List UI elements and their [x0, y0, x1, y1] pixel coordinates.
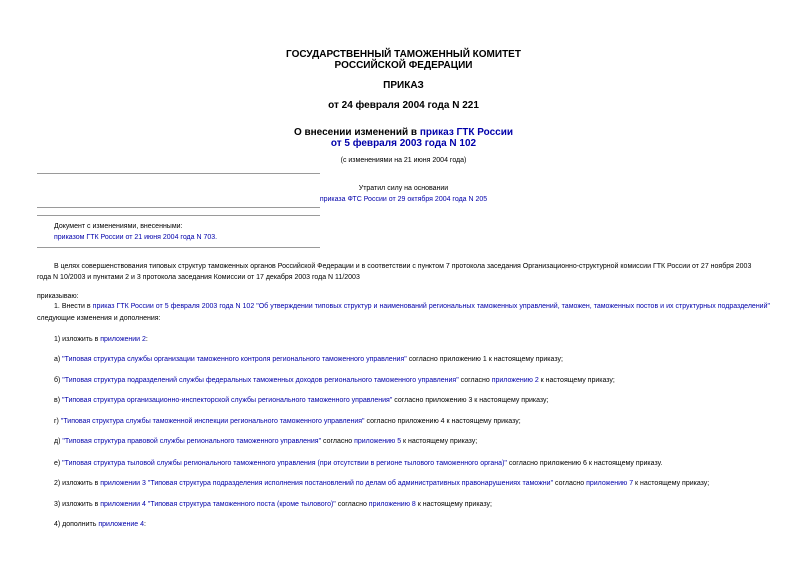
item-1 — [54, 335, 148, 344]
changes-box-text: Документ с изменениями, внесенными: — [54, 223, 183, 230]
doc-type: ПРИКАЗ — [383, 80, 424, 91]
subitem-a-link[interactable]: "Типовая структура службы организации таможенного контроля регионального таможенного управления" — [62, 356, 407, 363]
subitem-d-link[interactable]: "Типовая структура правовой службы регионального таможенного управления" — [62, 438, 322, 445]
changes-box-link[interactable]: приказом ГТК России от 21 июня 2004 года N 703. — [54, 234, 218, 241]
void-note-link[interactable]: приказа ФТС России от 29 октября 2004 года N 205 — [319, 196, 488, 203]
item-3-structure-link[interactable]: "Типовая структура таможенного поста (кроме тылового)" — [147, 501, 336, 508]
item-4 — [54, 520, 146, 529]
subitem-b-suffix: к настоящему приказу; — [538, 377, 615, 384]
subitem-v-link[interactable]: "Типовая структура организационно-инспекторской службы регионального таможенного управления" — [62, 397, 393, 404]
subitem-g-prefix: г) — [54, 418, 61, 425]
subitem-b-prefix: б) — [54, 377, 63, 384]
subitem-d-mid: согласно — [321, 438, 355, 445]
item-1-suffix: : — [145, 336, 148, 343]
item-3-prefix: 3) изложить в — [54, 501, 101, 508]
annex-7-link[interactable]: приложению 7 — [586, 480, 634, 487]
doc-title-prefix: О внесении изменений в — [293, 127, 420, 138]
item-2-structure-link[interactable]: "Типовая структура подразделения исполнения постановлений по делам об административных правонарушениях таможни" — [147, 480, 554, 487]
subitem-a-prefix: а) — [54, 356, 63, 363]
item-3 — [54, 500, 492, 509]
paragraph-1 — [37, 301, 770, 325]
void-note-text: Утратил силу на основании — [358, 185, 449, 192]
order-102-link[interactable]: приказ ГТК России от 5 февраля 2003 года N 102 "Об утверждении типовых структур и наименований региональных таможенных управлений, таможен, таможенных постов и их структурных подразделений" — [92, 303, 770, 310]
subitem-b-link[interactable]: "Типовая структура подразделений службы федеральных таможенных доходов регионального таможенного управления" — [62, 377, 459, 384]
title-link-date[interactable]: от 5 февраля 2003 года N 102 — [330, 138, 477, 149]
subitem-a — [54, 355, 563, 364]
annex-2-link[interactable]: приложению 2 — [491, 377, 539, 384]
item-2 — [54, 479, 709, 488]
appendix-3-link[interactable]: приложении 3 — [100, 480, 146, 487]
title-link-order[interactable]: приказ ГТК России — [419, 127, 514, 138]
subitem-v — [54, 396, 548, 405]
subitem-v-prefix: в) — [54, 397, 62, 404]
doc-date: от 24 февраля 2004 года N 221 — [328, 100, 479, 111]
item-2-suffix: к настоящему приказу; — [633, 480, 710, 487]
divider — [37, 247, 320, 248]
item-2-prefix: 2) изложить в — [54, 480, 101, 487]
item-1-prefix: 1) изложить в — [54, 336, 101, 343]
subitem-e-prefix: е) — [54, 460, 63, 467]
org-line-1: ГОСУДАРСТВЕННЫЙ ТАМОЖЕННЫЙ КОМИТЕТ — [286, 49, 521, 60]
subitem-b-mid: согласно — [458, 377, 492, 384]
subitem-d — [54, 437, 477, 446]
item-4-suffix: : — [144, 521, 146, 528]
divider — [37, 207, 320, 208]
subitem-a-suffix: согласно приложению 1 к настоящему приказу; — [406, 356, 563, 363]
doc-title-line-1 — [0, 127, 807, 138]
item-3-suffix: к настоящему приказу; — [415, 501, 492, 508]
paragraph-1-prefix: 1. Внести в — [54, 303, 93, 310]
subitem-g-link[interactable]: "Типовая структура службы таможенной инспекции регионального таможенного управления" — [60, 418, 365, 425]
appendix-4-add-link[interactable]: приложение 4 — [98, 521, 144, 528]
item-3-mid: согласно — [335, 501, 369, 508]
org-line-2: РОССИЙСКОЙ ФЕДЕРАЦИИ — [334, 60, 473, 71]
orders-text: приказываю: — [37, 293, 79, 300]
subitem-v-suffix: согласно приложению 3 к настоящему приказу; — [392, 397, 549, 404]
subitem-d-prefix: д) — [54, 438, 63, 445]
subitem-g — [54, 417, 521, 426]
subitem-e-link[interactable]: "Типовая структура тыловой службы регионального таможенного управления (при отсутствии в регионе тылового таможенного органа)" — [62, 460, 507, 467]
amended-note: (с изменениями на 21 июня 2004 года) — [340, 157, 467, 164]
subitem-d-suffix: к настоящему приказу; — [401, 438, 478, 445]
divider — [37, 173, 320, 174]
subitem-e — [54, 459, 662, 468]
annex-8-link[interactable]: приложению 8 — [368, 501, 416, 508]
item-4-prefix: 4) дополнить — [54, 521, 99, 528]
subitem-g-suffix: согласно приложению 4 к настоящему приказу; — [364, 418, 521, 425]
subitem-b — [54, 376, 615, 385]
item-2-mid: согласно — [553, 480, 587, 487]
paragraph-1-suffix: следующие изменения и дополнения: — [37, 315, 161, 322]
annex-5-link[interactable]: приложению 5 — [354, 438, 402, 445]
divider — [37, 215, 320, 216]
appendix-4-link[interactable]: приложении 4 — [100, 501, 146, 508]
appendix-2-link[interactable]: приложении 2 — [100, 336, 146, 343]
preamble-line-2: года N 10/2003 и пунктами 2 и 3 протокола заседания Комиссии от 17 декабря 2003 года N 11/2003 — [37, 274, 360, 281]
preamble-line-1: В целях совершенствования типовых структур таможенных органов Российской Федерации и в соответствии с пунктом 7 протокола заседания Организационно-структурной комиссии ГТК России от 27 ноября 2003 — [54, 263, 752, 270]
subitem-e-suffix: согласно приложению 6 к настоящему приказу. — [506, 460, 663, 467]
